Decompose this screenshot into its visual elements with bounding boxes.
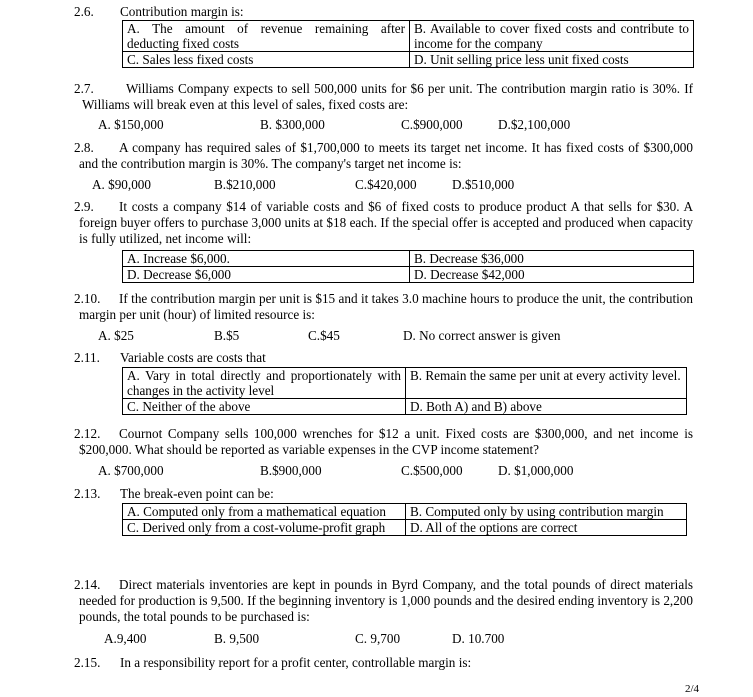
question-text: If the contribution margin per unit is $15 and it takes 3.0 machine hours to produce the unit, the contribution margin per unit (hour) of limited resource is:: [79, 291, 693, 322]
option-b: B. $300,000: [260, 117, 325, 132]
option-b: B.$900,000: [260, 463, 322, 478]
question-text: The break-even point can be:: [120, 486, 274, 501]
option-c: C. Sales less fixed costs: [123, 52, 410, 68]
option-a: A. $90,000: [92, 177, 151, 192]
option-b: B. Remain the same per unit at every activity level.: [406, 368, 687, 399]
option-a: A. $700,000: [98, 463, 164, 478]
option-b: B. Available to cover fixed costs and contribute to income for the company: [410, 21, 694, 52]
option-d: D. 10.700: [452, 631, 505, 646]
option-d: D. Unit selling price less unit fixed costs: [410, 52, 694, 68]
option-c: C.$500,000: [401, 463, 463, 478]
question-number: 2.8.: [74, 140, 94, 155]
option-d: D. Both A) and B) above: [406, 399, 687, 415]
option-b: B.$5: [214, 328, 240, 343]
question-text: It costs a company $14 of variable costs and $6 of fixed costs to produce product A that sells for $30. A foreign buyer offers to purchase 3,000 units at $18 each. If the special offer is accepted and produced when capacity is fully utilized, net income will:: [79, 199, 693, 246]
question-number: 2.12.: [74, 426, 101, 441]
option-a: A. $25: [98, 328, 134, 343]
option-c: D. Decrease $6,000: [123, 267, 410, 283]
question-text: Cournot Company sells 100,000 wrenches for $12 a unit. Fixed costs are $300,000, and net income is $200,000. What should be reported as variable expenses in the CVP income statement?: [79, 426, 693, 457]
option-b: B.$210,000: [214, 177, 276, 192]
option-c: C.$45: [308, 328, 340, 343]
option-d: D. All of the options are correct: [406, 520, 687, 536]
option-b: B. Decrease $36,000: [410, 251, 694, 267]
option-d: D.$510,000: [452, 177, 515, 192]
page-number: 2/4: [684, 683, 699, 695]
option-a: A. $150,000: [98, 117, 164, 132]
option-a: A. Vary in total directly and proportionately with changes in the activity level: [123, 368, 406, 399]
option-c: C. 9,700: [355, 631, 401, 646]
question-number: 2.6.: [74, 4, 94, 19]
question-text: Direct materials inventories are kept in pounds in Byrd Company, and the total pounds of direct materials needed for production is 9,500. If the beginning inventory is 1,000 pounds and the desired ending inventory is 2,200 pounds, the total pounds to be purchased is:: [79, 577, 693, 624]
question-number: 2.13.: [74, 486, 101, 501]
option-d: D. $1,000,000: [498, 463, 574, 478]
question-text: A company has required sales of $1,700,000 to meets its target net income. It has fixed costs of $300,000 and the contribution margin is 30%. The company's target net income is:: [79, 140, 693, 171]
options-table: [122, 367, 687, 415]
option-c: C.$900,000: [401, 117, 463, 132]
question-text: Variable costs are costs that: [120, 350, 266, 365]
question-number: 2.11.: [74, 350, 100, 365]
question-number: 2.14.: [74, 577, 101, 592]
option-d: D.$2,100,000: [498, 117, 571, 132]
question-text: Williams Company expects to sell 500,000 units for $6 per unit. The contribution margin ratio is 30%. If Williams will break even at this level of sales, fixed costs are:: [82, 81, 693, 112]
option-c: C. Derived only from a cost-volume-profit graph: [123, 520, 406, 536]
question-text: Contribution margin is:: [120, 4, 244, 19]
options-table: [122, 503, 687, 536]
option-a: A.9,400: [104, 631, 147, 646]
question-number: 2.7.: [74, 81, 94, 96]
option-d: D. No correct answer is given: [403, 328, 561, 343]
option-d: D. Decrease $42,000: [410, 267, 694, 283]
options-table: [122, 20, 694, 68]
option-b: B. Computed only by using contribution margin: [406, 504, 687, 520]
option-c: C. Neither of the above: [123, 399, 406, 415]
option-a: A. Computed only from a mathematical equation: [123, 504, 406, 520]
question-number: 2.10.: [74, 291, 101, 306]
option-a: A. The amount of revenue remaining after deducting fixed costs: [123, 21, 410, 52]
question-number: 2.9.: [74, 199, 94, 214]
option-c: C.$420,000: [355, 177, 417, 192]
option-b: B. 9,500: [214, 631, 260, 646]
options-table: [122, 250, 694, 283]
question-text: In a responsibility report for a profit center, controllable margin is:: [120, 655, 472, 670]
question-number: 2.15.: [74, 655, 101, 670]
option-a: A. Increase $6,000.: [123, 251, 410, 267]
